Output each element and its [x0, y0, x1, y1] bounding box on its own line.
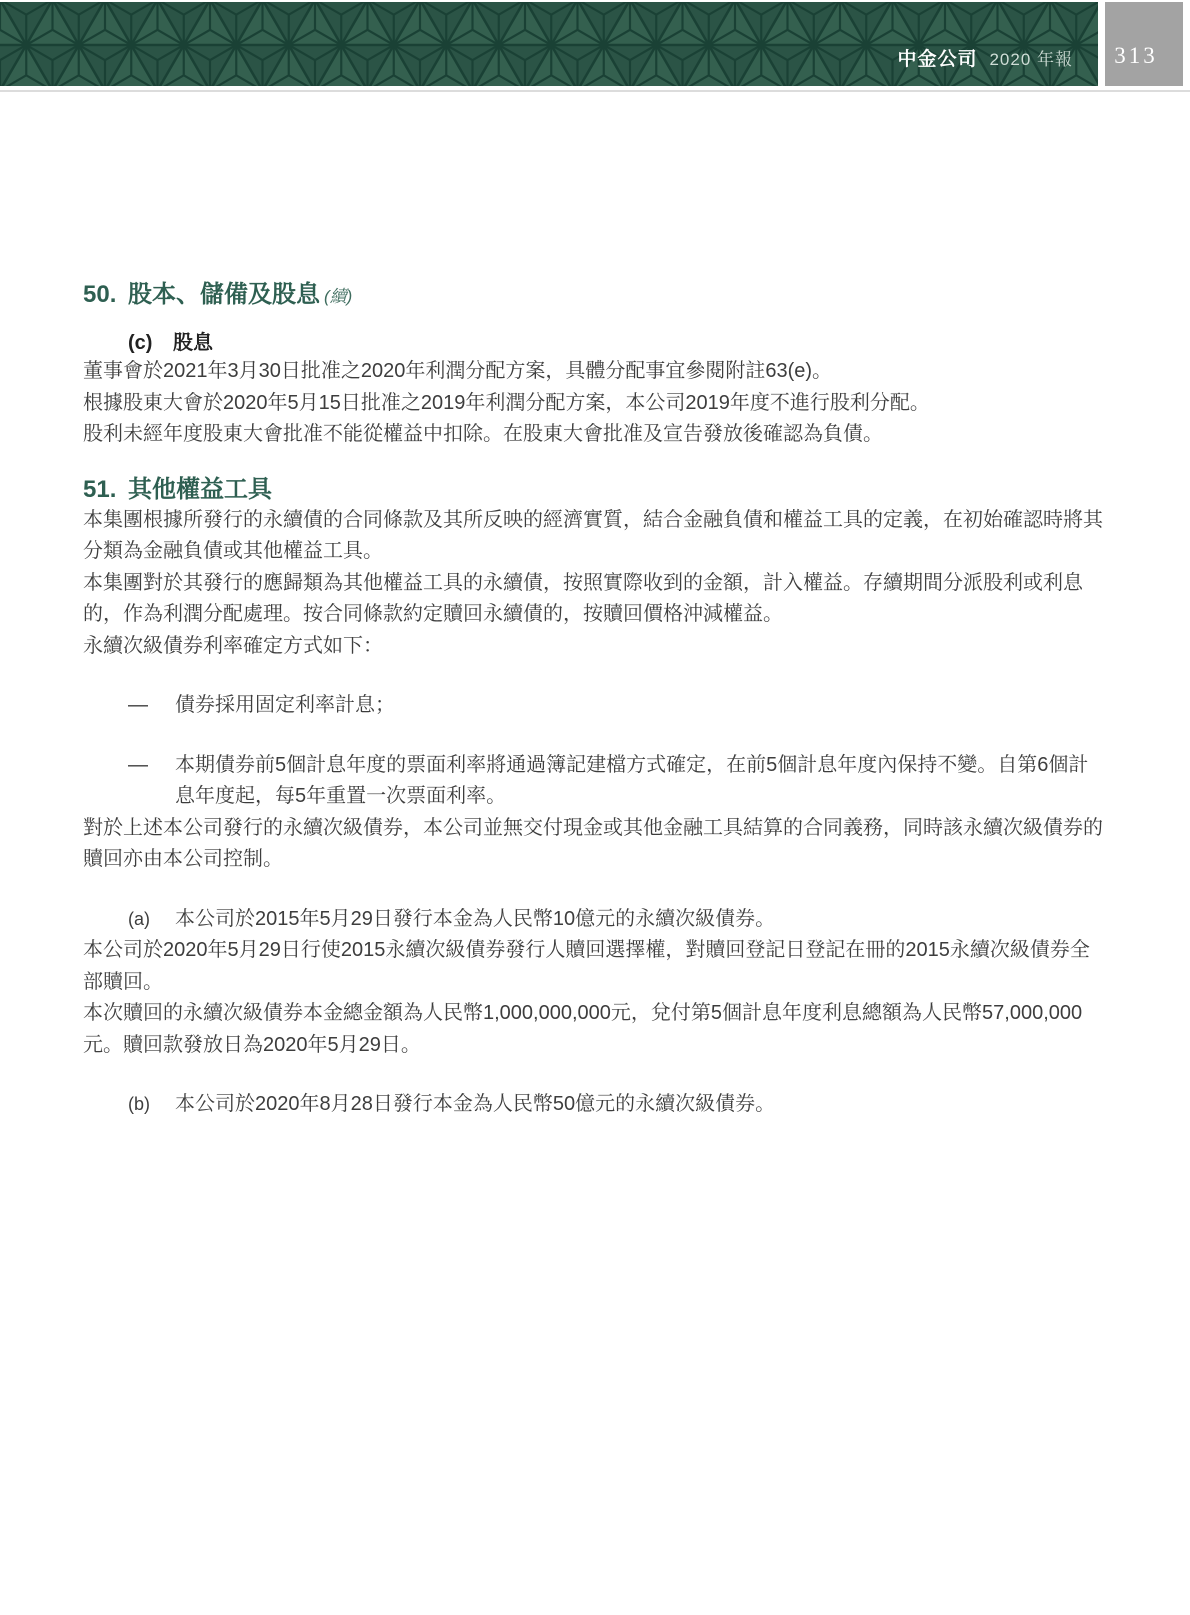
paragraph: 本公司於2020年5月29日行使2015永續次級債券發行人贖回選擇權，對贖回登記日登記在冊的2015永續次級債券全部贖回。 — [83, 939, 1090, 993]
section-50-heading — [83, 280, 1106, 312]
section-51-number: 51. — [83, 475, 117, 503]
section-50-continued-tag: (續) — [324, 287, 353, 306]
page-header — [0, 2, 1190, 86]
list-item-a — [128, 904, 1106, 936]
paragraph: 本公司於2020年8月28日發行本金為人民幣50億元的永續次級債券。 — [175, 1093, 776, 1115]
bullet-text: 債券採用固定利率計息； — [175, 694, 395, 716]
paragraph: 永續次級債券利率確定方式如下： — [83, 634, 383, 657]
report-year: 2020 年報 — [989, 49, 1073, 69]
page-content — [0, 91, 1190, 1121]
company-name: 中金公司 — [897, 48, 978, 70]
paragraph: 董事會於2021年3月30日批准之2020年利潤分配方案，具體分配事宜參閱附註63(e)。 — [83, 360, 833, 382]
subsection-c-title: 股息 — [173, 332, 213, 354]
page-number-box — [1105, 2, 1183, 86]
bullet-item — [128, 750, 1106, 813]
item-a-label: (a) — [128, 908, 150, 929]
paragraph: 本集團根據所發行的永續債的合同條款及其所反映的經濟實質，結合金融負債和權益工具的定義，在初始確認時將其分類為金融負債或其他權益工具。 — [83, 508, 1103, 562]
bullet-dash: — — [128, 694, 148, 716]
section-50-title: 股本、儲備及股息 — [128, 281, 320, 308]
section-50-number: 50. — [83, 281, 117, 308]
item-b-label: (b) — [128, 1094, 150, 1114]
paragraph: 根據股東大會於2020年5月15日批准之2019年利潤分配方案，本公司2019年度不進行股利分配。 — [83, 391, 930, 414]
paragraph: 股利未經年度股東大會批准不能從權益中扣除。在股東大會批准及宣告發放後確認為負債。 — [83, 423, 883, 445]
section-51-title: 其他權益工具 — [128, 475, 272, 503]
bullet-dash: — — [128, 753, 148, 776]
section-51-heading — [83, 475, 1106, 505]
list-item-b — [128, 1089, 1106, 1121]
paragraph: 本公司於2015年5月29日發行本金為人民幣10億元的永續次級債券。 — [175, 907, 776, 930]
header-band — [0, 2, 1098, 86]
header-title — [897, 2, 1073, 86]
page-number: 313 — [1114, 43, 1158, 68]
paragraph: 對於上述本公司發行的永續次級債券，本公司並無交付現金或其他金融工具結算的合同義務，同時該永續次級債券的贖回亦由本公司控制。 — [83, 816, 1103, 870]
subsection-c-label: (c) — [128, 332, 153, 354]
bullet-text: 本期債券前5個計息年度的票面利率將通過簿記建檔方式確定，在前5個計息年度內保持不變。自第6個計息年度起，每5年重置一次票面利率。 — [175, 753, 1089, 807]
paragraph: 本集團對於其發行的應歸類為其他權益工具的永續債，按照實際收到的金額，計入權益。存續期間分派股利或利息的，作為利潤分配處理。按合同條款約定贖回永續債的，按贖回價格沖減權益。 — [83, 571, 1083, 625]
subsection-c-heading — [128, 330, 1106, 356]
paragraph: 本次贖回的永續次級債券本金總金額為人民幣1,000,000,000元，兌付第5個計息年度利息總額為人民幣57,000,000元。贖回款發放日為2020年5月29日。 — [83, 1002, 1083, 1056]
bullet-item — [128, 690, 1106, 722]
